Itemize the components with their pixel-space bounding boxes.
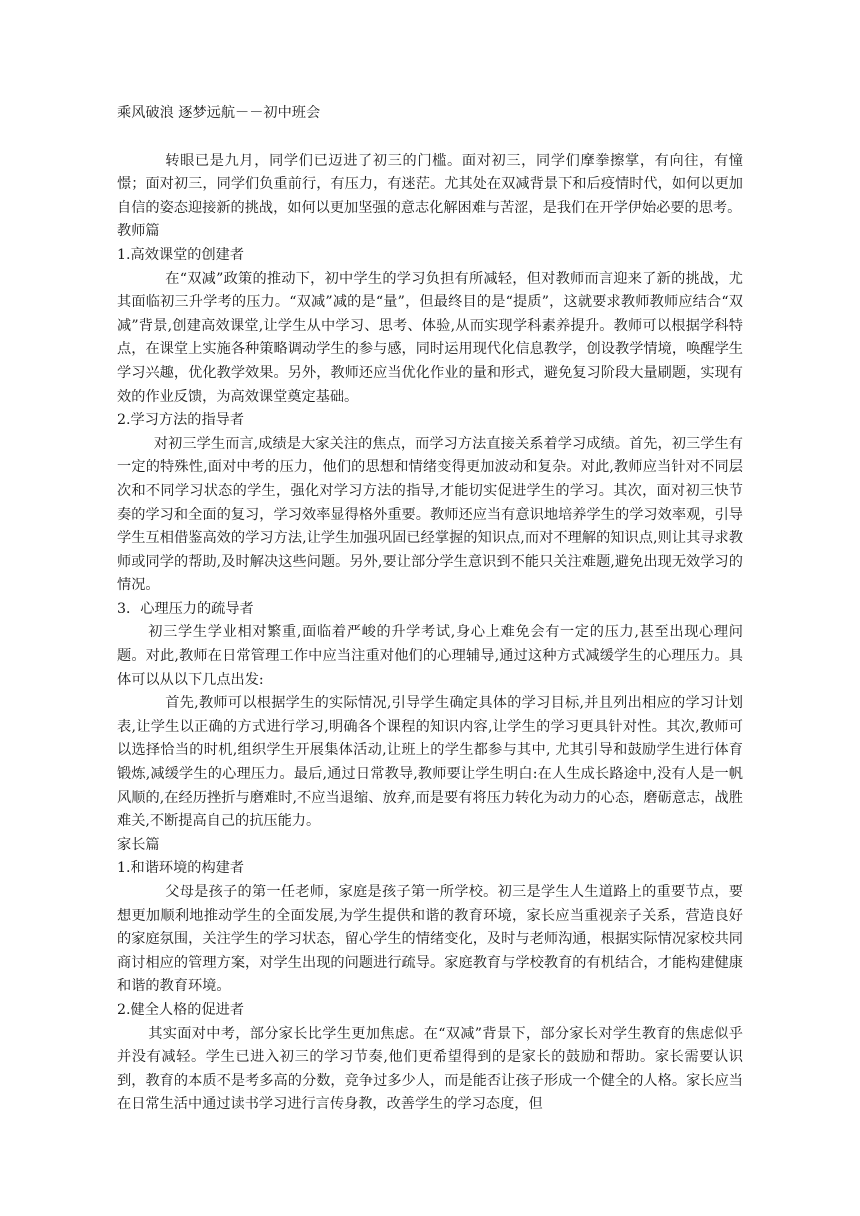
subsection-heading-efficient-classroom: 1.高效课堂的创建者 [117, 246, 245, 263]
paragraph-harmonious-environment: 父母是孩子的第一任老师，家庭是孩子第一所学校。初三是学生人生道路上的重要节点，要想更加顺利地推动学生的全面发展,为学生提供和谐的教育环境，家长应当重视亲子关系，营造良好的家庭氛围，关注学生的学习状态，留心学生的情绪变化，及时与老师沟通，根据实际情况家校共同商讨相应的管理方案，对学生出现的问题进行疏导。家庭教育与学校教育的有机结合，才能构建健康和谐的教育环境。 [117, 884, 743, 995]
paragraph-learning-method: 对初三学生而言,成绩是大家关注的焦点，而学习方法直接关系着学习成绩。首先，初三学生有一定的特殊性,面对中考的压力，他们的思想和情绪变得更加波动和复杂。对此,教师应当针对不同层次和不同学习状态的学生，强化对学习方法的指导,才能切实促进学生的学习。其次，面对初三快节奏的学习和全面的复习，学习效率显得格外重要。教师还应当有意识地培养学生的学习效率观，引导学生互相借鉴高效的学习方法,让学生加强巩固已经掌握的知识点,而对不理解的知识点,则让其寻求教师或同学的帮助,及时解决这些问题。另外,要让部分学生意识到不能只关注难题,避免出现无效学习的情况。 [117, 435, 743, 594]
subsection-heading-psychological-pressure: 3．心理压力的疏导者 [117, 600, 254, 617]
subsection-heading-learning-method: 2.学习方法的指导者 [117, 412, 245, 429]
section-heading-teacher: 教师篇 [117, 223, 160, 240]
intro-paragraph: 转眼已是九月，同学们已迈进了初三的门槛。面对初三，同学们摩拳擦掌，有向往，有憧憬；面对初三，同学们负重前行，有压力，有迷茫。尤其处在双减背景下和后疫情时代，如何以更加自信的姿态迎接新的挑战，如何以更加坚强的意志化解困难与苦涩，是我们在开学伊始必要的思考。 [117, 152, 743, 216]
section-heading-parent: 家长篇 [117, 836, 160, 853]
subsection-heading-sound-personality: 2.健全人格的促进者 [117, 1001, 245, 1018]
subsection-heading-harmonious-environment: 1.和谐环境的构建者 [117, 860, 245, 877]
document-title: 乘风破浪 逐梦远航－－初中班会 [117, 105, 321, 121]
paragraph-efficient-classroom: 在“双减”政策的推动下，初中学生的学习负担有所减轻，但对教师而言迎来了新的挑战，尤其面临初三升学考的压力。“双减”减的是“量”，但最终目的是“提质”，这就要求教师教师应结合“双减”背景,创建高效课堂,让学生从中学习、思考、体验,从而实现学科素养提升。教师可以根据学科特点，在课堂上实施各种策略调动学生的参与感，同时运用现代化信息教学，创设教学情境，唤醒学生学习兴趣，优化教学效果。另外，教师还应当优化作业的量和形式，避免复习阶段大量刷题，实现有效的作业反馈，为高效课堂奠定基础。 [117, 270, 743, 405]
paragraph-psychological-pressure-1: 初三学生学业相对繁重,面临着严峻的升学考试,身心上难免会有一定的压力,甚至出现心理问题。对此,教师在日常管理工作中应当注重对他们的心理辅导,通过这种方式减缓学生的心理压力。具体可以从以下几点出发: [117, 624, 743, 688]
paragraph-sound-personality: 其实面对中考，部分家长比学生更加焦虑。在“双减”背景下，部分家长对学生教育的焦虑似乎并没有减轻。学生已进入初三的学习节奏,他们更希望得到的是家长的鼓励和帮助。家长需要认识到，教育的本质不是考多高的分数，竞争过多少人，而是能否让孩子形成一个健全的人格。家长应当在日常生活中通过读书学习进行言传身教，改善学生的学习态度，但 [117, 1025, 743, 1113]
document-page [117, 102, 743, 1117]
paragraph-psychological-pressure-2: 首先,教师可以根据学生的实际情况,引导学生确定具体的学习目标,并且列出相应的学习计划表,让学生以正确的方式进行学习,明确各个课程的知识内容,让学生的学习更具针对性。其次,教师可以选择恰当的时机,组织学生开展集体活动,让班上的学生都参与其中, 尤其引导和鼓励学生进行体育锻炼,减缓学生的心理压力。最后,通过日常教导,教师要让学生明白:在人生成长路途中,没有人是一帆风顺的,在经历挫折与磨难时,不应当退缩、放弃,而是要有将压力转化为动力的心态，磨砺意志，战胜难关,不断提高自己的抗压能力。 [117, 695, 743, 830]
